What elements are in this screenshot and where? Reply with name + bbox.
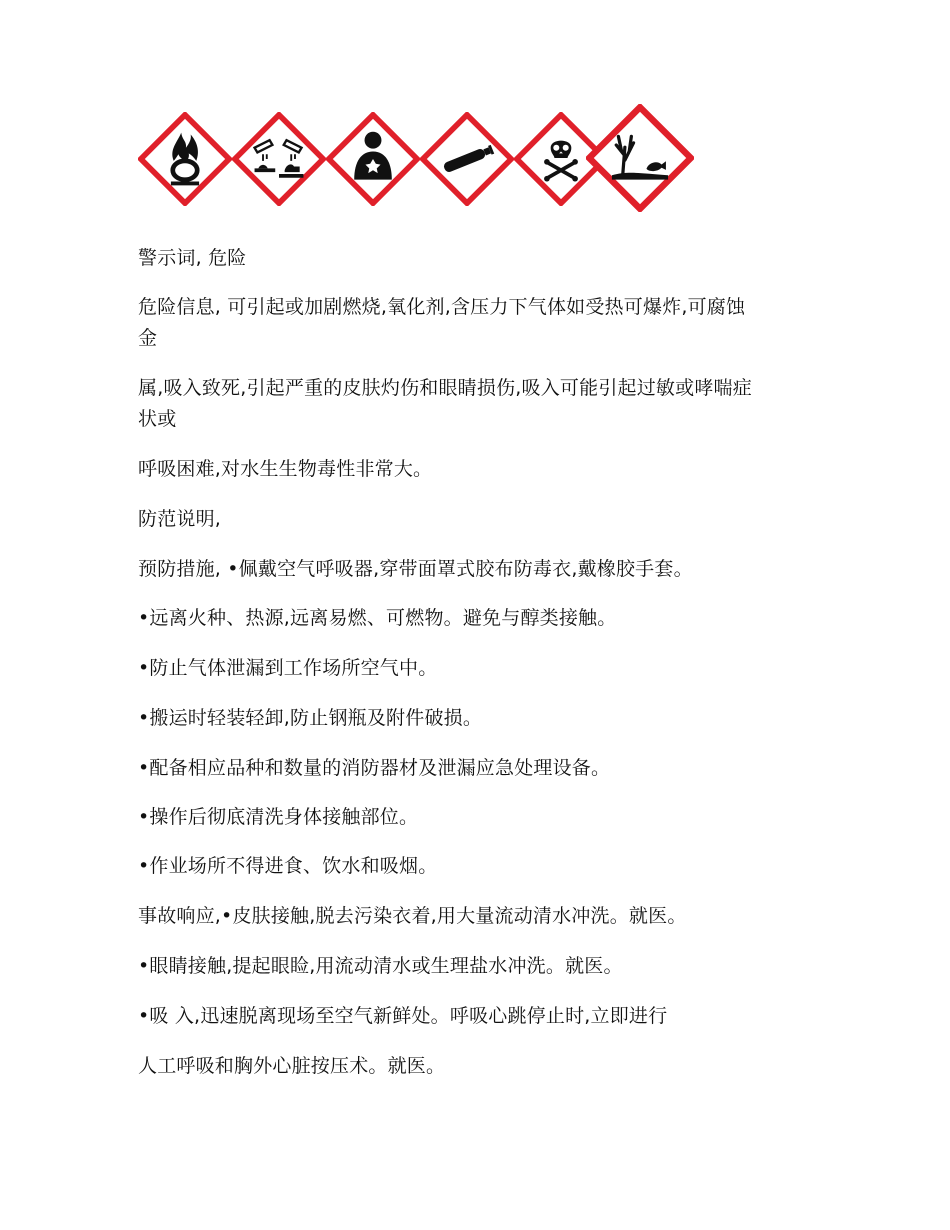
ghs-pictogram-row	[138, 112, 698, 222]
precaution-heading: 防范说明,	[138, 508, 222, 530]
prevention-line: •远离火种、热源,远离易燃、可燃物。避免与醇类接触。	[138, 607, 617, 629]
prevention-line: •搬运时轻装轻卸,防止钢瓶及附件破损。	[138, 707, 483, 729]
gas-cylinder-icon	[420, 112, 514, 206]
prevention-line: •配备相应品种和数量的消防器材及泄漏应急处理设备。	[138, 757, 611, 779]
hazard-statement-line: 属,吸入致死,引起严重的皮肤灼伤和眼睛损伤,吸入可能引起过敏或哮喘症	[138, 377, 752, 399]
hazard-statement-line: 状或	[138, 408, 177, 430]
prevention-line: •操作后彻底清洗身体接触部位。	[138, 806, 419, 828]
response-line: •眼睛接触,提起眼睑,用流动清水或生理盐水冲洗。就医。	[138, 955, 623, 977]
prevention-line: •作业场所不得进食、饮水和吸烟。	[138, 855, 438, 877]
signal-word-line: 警示词, 危险	[138, 247, 247, 269]
hazard-statement-line: 危险信息, 可引起或加剧燃烧,氧化剂,含压力下气体如受热可爆炸,可腐蚀	[138, 296, 746, 318]
corrosion-icon	[232, 112, 326, 206]
response-line: •吸 入,迅速脱离现场至空气新鲜处。呼吸心跳停止时,立即进行	[138, 1005, 668, 1027]
prevention-line: 预防措施, •佩戴空气呼吸器,穿带面罩式胶布防毒衣,戴橡胶手套。	[138, 558, 693, 580]
response-line: 人工呼吸和胸外心脏按压术。就医。	[138, 1055, 446, 1077]
health-hazard-icon	[326, 112, 420, 206]
oxidizer-flame-over-circle-icon	[138, 112, 232, 206]
environment-icon	[586, 104, 694, 212]
prevention-line: •防止气体泄漏到工作场所空气中。	[138, 657, 438, 679]
hazard-statement-line: 呼吸困难,对水生生物毒性非常大。	[138, 458, 433, 480]
hazard-statement-line: 金	[138, 327, 158, 349]
response-line: 事故响应,•皮肤接触,脱去污染衣着,用大量流动清水冲洗。就医。	[138, 905, 687, 927]
